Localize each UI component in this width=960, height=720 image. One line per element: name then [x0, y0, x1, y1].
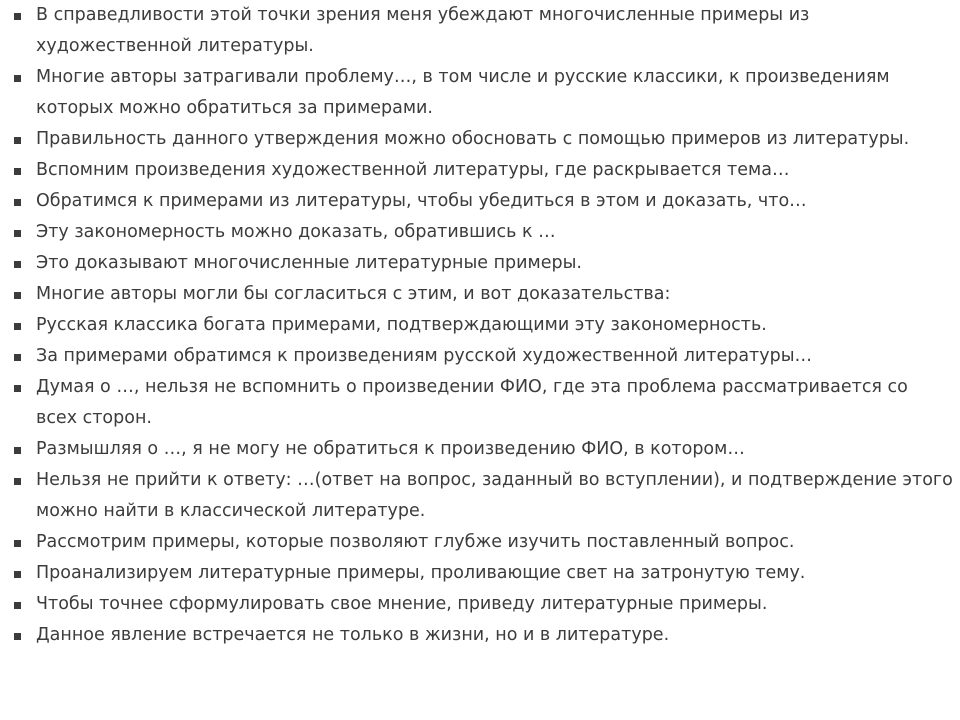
square-bullet-icon [14, 633, 21, 640]
list-item [14, 558, 954, 589]
square-bullet-icon [14, 261, 21, 268]
list-item [14, 62, 954, 124]
square-bullet-icon [14, 230, 21, 237]
list-item [14, 124, 954, 155]
list-item-text: Рассмотрим примеры, которые позволяют глубже изучить поставленный вопрос. [36, 532, 795, 552]
list-item-text: Это доказывают многочисленные литературные примеры. [36, 253, 582, 273]
square-bullet-icon [14, 385, 21, 392]
square-bullet-icon [14, 168, 21, 175]
list-item [14, 217, 954, 248]
list-item-text: Обратимся к примерами из литературы, чтобы убедиться в этом и доказать, что… [36, 191, 807, 211]
square-bullet-icon [14, 602, 21, 609]
list-item-text: Эту закономерность можно доказать, обратившись к … [36, 222, 556, 242]
list-item [14, 310, 954, 341]
list-item-text: В справедливости этой точки зрения меня убеждают многочисленные примеры из художественной литературы. [36, 5, 810, 56]
list-item-text: Русская классика богата примерами, подтверждающими эту закономерность. [36, 315, 767, 335]
list-item [14, 589, 954, 620]
list-item [14, 341, 954, 372]
list-item-text: Размышляя о …, я не могу не обратиться к произведению ФИО, в котором… [36, 439, 745, 459]
phrase-list [14, 0, 954, 651]
square-bullet-icon [14, 354, 21, 361]
list-item-text: Нельзя не прийти к ответу: …(ответ на вопрос, заданный во вступлении), и подтверждение этого можно найти в классической литературе. [36, 470, 953, 521]
square-bullet-icon [14, 137, 21, 144]
list-item-text: Думая о …, нельзя не вспомнить о произведении ФИО, где эта проблема рассматривается со всех сторон. [36, 377, 908, 428]
list-item-text: Многие авторы могли бы согласиться с этим, и вот доказательства: [36, 284, 671, 304]
list-item [14, 372, 954, 434]
square-bullet-icon [14, 75, 21, 82]
square-bullet-icon [14, 323, 21, 330]
list-item [14, 279, 954, 310]
list-item-text: Вспомним произведения художественной литературы, где раскрывается тема… [36, 160, 790, 180]
list-item-text: Данное явление встречается не только в жизни, но и в литературе. [36, 625, 670, 645]
list-item [14, 465, 954, 527]
square-bullet-icon [14, 571, 21, 578]
list-item-text: За примерами обратимся к произведениям русской художественной литературы… [36, 346, 813, 366]
square-bullet-icon [14, 292, 21, 299]
square-bullet-icon [14, 540, 21, 547]
list-item [14, 248, 954, 279]
square-bullet-icon [14, 199, 21, 206]
list-item-text: Многие авторы затрагивали проблему…, в том числе и русские классики, к произведениям которых можно обратиться за примерами. [36, 67, 890, 118]
list-item-text: Проанализируем литературные примеры, проливающие свет на затронутую тему. [36, 563, 806, 583]
list-item-text: Чтобы точнее сформулировать свое мнение, приведу литературные примеры. [36, 594, 768, 614]
square-bullet-icon [14, 478, 21, 485]
list-item [14, 155, 954, 186]
list-item [14, 186, 954, 217]
square-bullet-icon [14, 13, 21, 20]
list-item [14, 434, 954, 465]
list-item-text: Правильность данного утверждения можно обосновать с помощью примеров из литературы. [36, 129, 910, 149]
list-item [14, 620, 954, 651]
list-item [14, 0, 954, 62]
list-item [14, 527, 954, 558]
square-bullet-icon [14, 447, 21, 454]
